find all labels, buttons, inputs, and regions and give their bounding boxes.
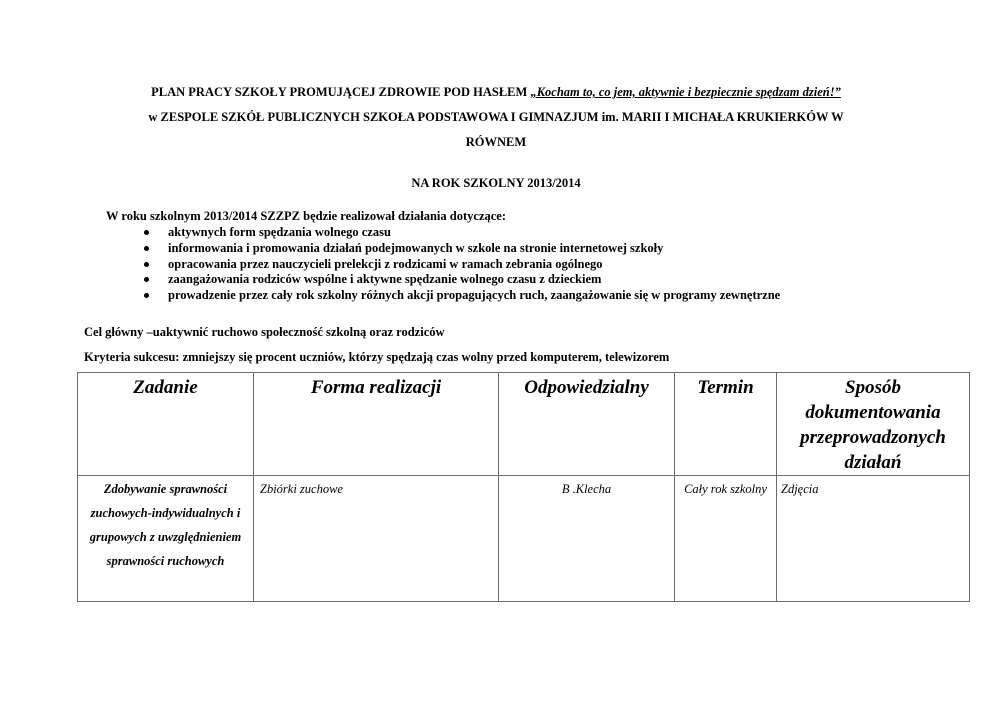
- title-line-2: w ZESPOLE SZKÓŁ PUBLICZNYCH SZKOŁA PODSTAWOWA I GIMNAZJUM im. MARII I MICHAŁA KRUKIERKÓW W: [148, 110, 844, 124]
- cell-term: Cały rok szkolny: [675, 476, 777, 602]
- list-item: prowadzenie przez cały rok szkolny różnych akcji propagujących ruch, zaangażowanie się w programy zewnętrzne: [142, 288, 780, 304]
- cell-responsible: B .Klecha: [499, 476, 675, 602]
- cell-task: Zdobywanie sprawności zuchowych-indywidualnych i grupowych z uwzględnieniem sprawności ruchowych: [78, 476, 254, 602]
- list-item: opracowania przez nauczycieli prelekcji z rodzicami w ramach zebrania ogólnego: [142, 257, 780, 273]
- cell-documentation: Zdjęcia: [777, 476, 970, 602]
- header-cell-responsible: Odpowiedzialny: [499, 373, 675, 476]
- success-criteria: Kryteria sukcesu: zmniejszy się procent uczniów, którzy spędzają czas wolny przed komputerem, telewizorem: [84, 350, 670, 364]
- cell-form: Zbiórki zuchowe: [254, 476, 499, 602]
- plan-table: [77, 372, 970, 602]
- title-line-1: [0, 85, 992, 100]
- header-cell-task: Zadanie: [78, 373, 254, 476]
- header-cell-term: Termin: [675, 373, 777, 476]
- title-line-3: RÓWNEM: [465, 135, 527, 149]
- school-year-line: NA ROK SZKOLNY 2013/2014: [411, 176, 581, 190]
- title-prefix: PLAN PRACY SZKOŁY PROMUJĄCEJ ZDROWIE POD HASŁEM: [151, 85, 531, 99]
- list-item: aktywnych form spędzania wolnego czasu: [142, 225, 780, 241]
- table-header-row: [78, 373, 970, 476]
- intro-text: W roku szkolnym 2013/2014 SZZPZ będzie realizował działania dotyczące:: [106, 209, 506, 223]
- title-motto: „Kocham to, co jem, aktywnie i bezpiecznie spędzam dzień!”: [530, 85, 841, 99]
- list-item: informowania i promowania działań podejmowanych w szkole na stronie internetowej szkoły: [142, 241, 780, 257]
- activities-list: [142, 225, 780, 304]
- header-cell-form: Forma realizacji: [254, 373, 499, 476]
- table-row: [78, 476, 970, 602]
- list-item: zaangażowania rodziców wspólne i aktywne spędzanie wolnego czasu z dzieckiem: [142, 272, 780, 288]
- header-cell-documentation: Sposób dokumentowania przeprowadzonych działań: [777, 373, 970, 476]
- main-goal: Cel główny –uaktywnić ruchowo społeczność szkolną oraz rodziców: [84, 325, 445, 339]
